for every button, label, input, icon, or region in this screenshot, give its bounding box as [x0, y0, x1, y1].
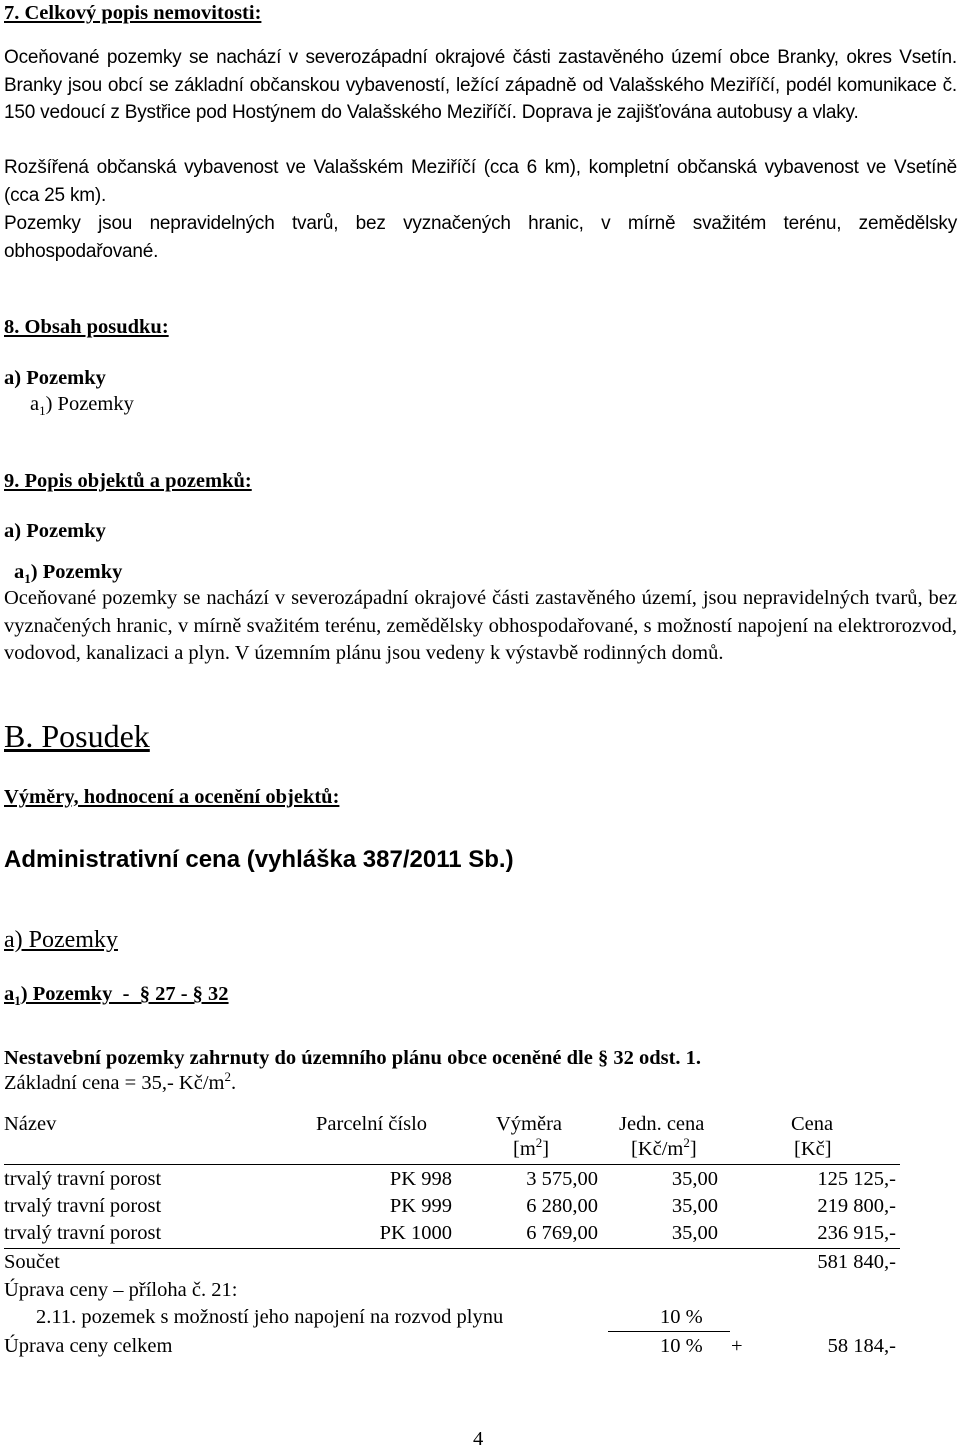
section-8-item-a1: $a_1$) Pozemky [30, 393, 134, 419]
table-row-3-parcela: PK 1000 [379, 1222, 452, 1244]
uprava-ceny-label: Úprava ceny – příloha č. 21: [4, 1279, 238, 1301]
admin-price-title: Administrativní cena (vyhláška 387/2011 Sb.) [4, 846, 514, 873]
section-7-paragraph-3: Pozemky jsou nepravidelných tvarů, bez vyznačených hranic, v mírně svažitém terénu, zemědělsky obhospodařované. [4, 213, 957, 262]
uprava-celkem-op: + [731, 1335, 743, 1357]
part-b-heading: B. Posudek [4, 718, 150, 754]
zakladni-cena: Základní cena = 35,- $Kč/m^2$. [4, 1069, 237, 1094]
table-row-1-nazev: trvalý travní porost [4, 1168, 162, 1190]
table-row-3-cena: 236 915,- [817, 1222, 896, 1244]
section-8-item-a: a) Pozemky [4, 367, 106, 389]
part-b-item-a: a) Pozemky [4, 927, 118, 953]
table-row-2-jedn: 35,00 [671, 1195, 718, 1217]
table-row-1-jedn: 35,00 [671, 1168, 718, 1190]
table-row-3-nazev: trvalý travní porost [4, 1222, 162, 1244]
table-rows-rule [4, 1248, 900, 1249]
uprava-item: 2.11. pozemek s možností jeho napojení na rozvod plynu [36, 1306, 504, 1328]
soucet-value: 581 840,- [817, 1251, 896, 1273]
col-header-cena: Cena [791, 1113, 834, 1135]
part-b-item-a1: $a_1$) Pozemky - § 27 - § 32 [4, 983, 229, 1009]
uprava-celkem-pct: 10 % [660, 1335, 703, 1357]
table-row-1-vymera: 3 575,00 [526, 1168, 598, 1190]
col-header-parcelni: Parcelní číslo [316, 1113, 428, 1135]
table-row-1-cena: 125 125,- [817, 1168, 896, 1190]
uprava-celkem-value: 58 184,- [827, 1335, 896, 1357]
page-number: 4 [473, 1428, 484, 1450]
table-row-2-nazev: trvalý travní porost [4, 1195, 162, 1217]
col-header-cena-unit: [Kč] [794, 1138, 832, 1160]
section-8-heading: 8. Obsah posudku: [4, 316, 169, 338]
table-row-3-vymera: 6 769,00 [526, 1222, 598, 1244]
table-row-1-parcela: PK 998 [389, 1168, 452, 1190]
col-header-vymera-unit: $[m^2]$ [513, 1135, 550, 1160]
section-9-description: Oceňované pozemky se nachází v severozápadní okrajové části zastavěného území, jsou nepravidelných tvarů, bez vyznačených hranic, v mírně svažitém terénu, zemědělsky obhospodařované, s možností napojení na elektrorozvod, vodovod, kanalizaci a plyn. V územním plánu jsou vedeny k výstavbě rodinných domů. [4, 587, 957, 664]
table-header-rule [4, 1164, 900, 1165]
section-7-paragraph-2: Rozšířená občanská vybavenost ve Valašském Meziříčí (cca 6 km), kompletní občanská vybavenost ve Vsetíně (cca 25 km). [4, 157, 957, 206]
col-header-jedn: Jedn. cena [619, 1113, 705, 1135]
section-9-item-a1: $a_1$) Pozemky [14, 561, 123, 587]
section-9-heading: 9. Popis objektů a pozemků: [4, 470, 252, 492]
col-header-jedn-unit: $[Kč/m^2]$ [631, 1135, 697, 1160]
section-7-heading: 7. Celkový popis nemovitosti: [4, 2, 262, 24]
uprava-celkem-label: Úprava ceny celkem [4, 1335, 173, 1357]
col-header-vymera: Výměra [496, 1113, 563, 1135]
col-header-nazev: Název [4, 1113, 57, 1135]
soucet-label: Součet [4, 1251, 60, 1273]
uprava-rule [608, 1331, 730, 1332]
table-row-2-vymera: 6 280,00 [526, 1195, 598, 1217]
table-row-3-jedn: 35,00 [671, 1222, 718, 1244]
uprava-item-pct: 10 % [660, 1306, 703, 1328]
section-9-item-a: a) Pozemky [4, 520, 106, 542]
table-row-2-parcela: PK 999 [389, 1195, 452, 1217]
part-b-subheading: Výměry, hodnocení a ocenění objektů: [4, 786, 340, 808]
section-7-paragraph-1: Oceňované pozemky se nachází v severozápadní okrajové části zastavěného území obce Branky, okres Vsetín. Branky jsou obcí se základní občanskou vybaveností, ležící západně od Valašského Meziříčí, podél komunikace č. 150 vedoucí z Bystřice pod Hostýnem do Valašského Meziříčí. Doprava je zajišťována autobusy a vlaky. [4, 47, 957, 123]
nestavebni-statement: Nestavební pozemky zahrnuty do územního plánu obce oceněné dle § 32 odst. 1. [4, 1047, 702, 1069]
table-row-2-cena: 219 800,- [817, 1195, 896, 1217]
